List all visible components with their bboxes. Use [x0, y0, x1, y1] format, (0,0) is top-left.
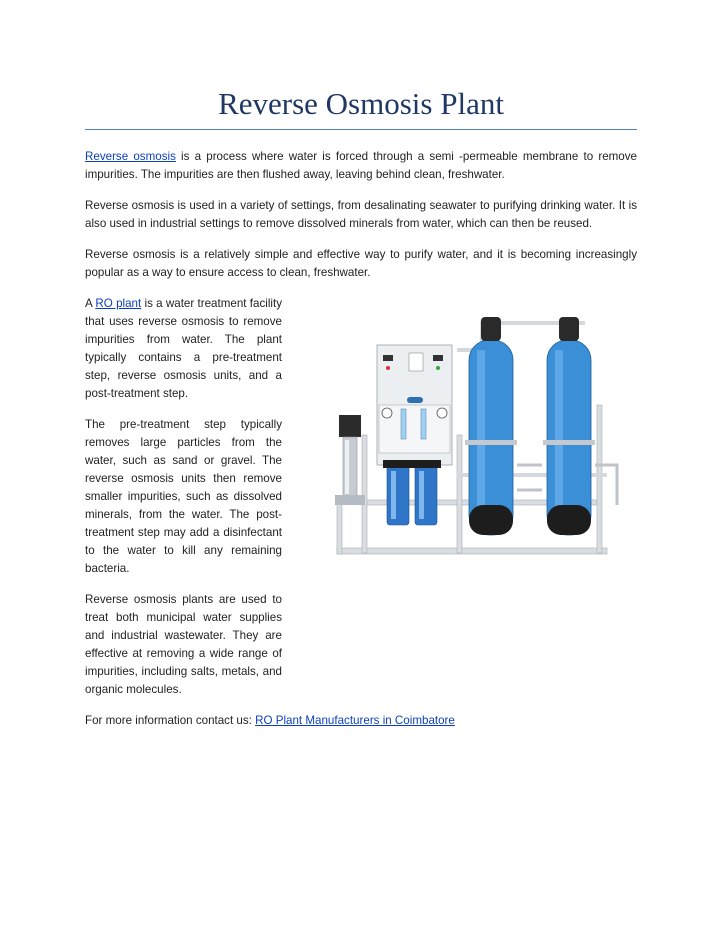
treatment-steps-paragraph: The pre-treatment step typically removes large particles from the water, such as sand or gravel. The reverse osmosis units then remove smaller impurities, such as dissolved minerals, from the water. The post-treatment step may add a disinfectant to the water to kill any remaining bacteria. — [85, 418, 282, 575]
ro-plant-image — [317, 305, 647, 565]
manufacturers-link[interactable]: RO Plant Manufacturers in Coimbatore — [255, 714, 455, 727]
reverse-osmosis-link[interactable]: Reverse osmosis — [85, 150, 176, 163]
contact-text: For more information contact us: — [85, 714, 256, 727]
popularity-paragraph: Reverse osmosis is a relatively simple and effective way to purify water, and it is becoming increasingly popular as a way to ensure access to clean, freshwater. — [85, 248, 637, 279]
document-page — [85, 0, 637, 730]
ro-plant-text: is a water treatment facility that uses reverse osmosis to remove impurities from water. The plant typically contains a pre-treatment step, reverse osmosis units, and a post-treatment step. — [85, 297, 282, 400]
page-title: Reverse Osmosis Plant — [218, 86, 504, 121]
applications-paragraph: Reverse osmosis plants are used to treat both municipal water supplies and industrial wastewater. They are effective at removing a wide range of impurities, including salts, metals, and organic molecules. — [85, 593, 282, 696]
contact-paragraph — [85, 712, 637, 730]
ro-plant-link[interactable]: RO plant — [95, 297, 142, 310]
plant-section — [85, 295, 637, 699]
ro-plant-prefix: A — [85, 297, 96, 310]
ro-plant-paragraph — [85, 295, 282, 403]
uses-paragraph: Reverse osmosis is used in a variety of settings, from desalinating seawater to purifying drinking water. It is also used in industrial settings to remove dissolved minerals from water, which can then be reused. — [85, 199, 637, 230]
intro-text: is a process where water is forced through a semi -permeable membrane to remove impurities. The impurities are then flushed away, leaving behind clean, freshwater. — [85, 150, 637, 181]
intro-paragraph — [85, 148, 637, 184]
title-divider — [85, 129, 637, 130]
